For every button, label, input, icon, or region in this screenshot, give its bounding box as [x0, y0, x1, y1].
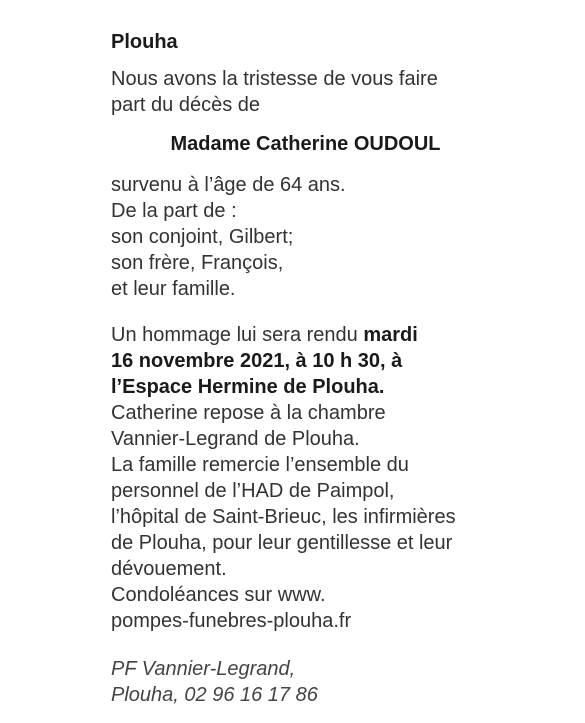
ceremony-line: Vannier-Legrand de Plouha. — [111, 428, 360, 450]
ceremony-line — [111, 348, 456, 374]
ceremony-line: personnel de l’HAD de Paimpol, — [111, 480, 395, 502]
deceased-name: Madame Catherine OUDOUL — [170, 133, 441, 155]
family-line: De la part de : — [111, 200, 237, 222]
ceremony-line: de Plouha, pour leur gentillesse et leur — [111, 532, 453, 554]
family-line: son frère, François, — [111, 252, 284, 274]
ceremony-place: l’Espace Hermine de Plouha. — [111, 376, 385, 398]
ceremony-line — [111, 322, 456, 348]
ceremony-day: mardi — [363, 324, 418, 346]
condolences-line: Condoléances sur www. — [111, 584, 326, 606]
intro-line: Nous avons la tristesse de vous faire — [111, 68, 438, 90]
town-heading: Plouha — [111, 31, 178, 53]
ceremony-line: Catherine repose à la chambre — [111, 402, 386, 424]
condolences-url: pompes-funebres-plouha.fr — [111, 610, 352, 632]
ceremony-line: La famille remercie l’ensemble du — [111, 454, 409, 476]
signature-line: PF Vannier-Legrand, — [111, 658, 296, 680]
intro-line: part du décès de — [111, 94, 260, 116]
ceremony-intro: Un hommage lui sera rendu — [111, 324, 364, 346]
family-line: et leur famille. — [111, 278, 236, 300]
ceremony-line: dévouement. — [111, 558, 227, 580]
ceremony-text — [111, 322, 456, 634]
ceremony-line: l’hôpital de Saint-Brieuc, les infirmières — [111, 506, 456, 528]
family-line: survenu à l’âge de 64 ans. — [111, 174, 346, 196]
intro-text — [111, 66, 438, 118]
ceremony-line — [111, 374, 456, 400]
family-line: son conjoint, Gilbert; — [111, 226, 294, 248]
signature-line: Plouha, 02 96 16 17 86 — [111, 684, 318, 706]
funeral-home-signature — [111, 656, 318, 708]
family-text — [111, 172, 346, 302]
ceremony-date: 16 novembre 2021, à 10 h 30, à — [111, 350, 403, 372]
